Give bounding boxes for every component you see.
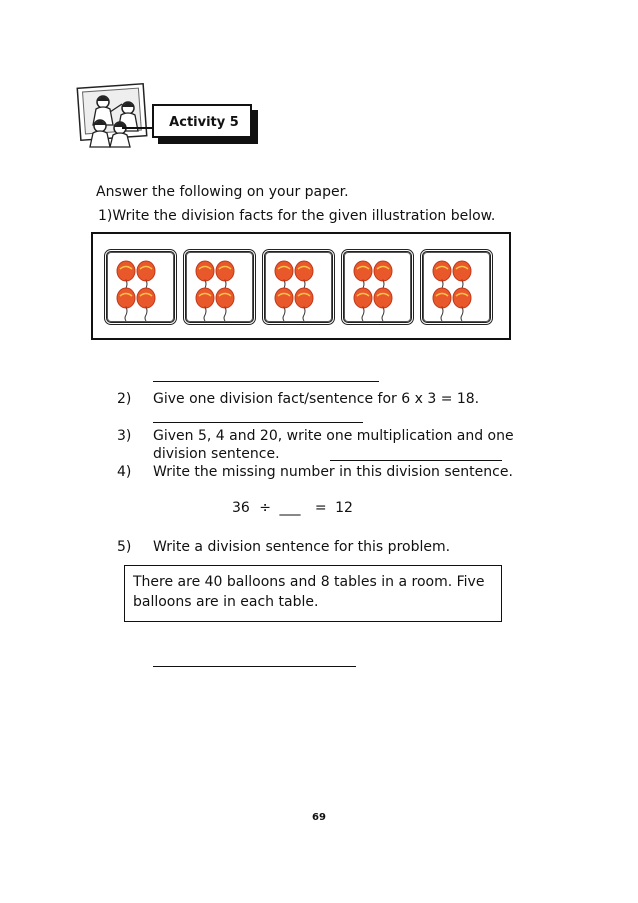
page-number: 69 <box>312 812 326 823</box>
equation-missing-blank: ___ <box>279 500 301 516</box>
question-3-number: 3) <box>117 428 132 444</box>
balloon-group <box>341 249 414 325</box>
balloon-icon <box>295 288 313 321</box>
question-4-text: Write the missing number in this division sentence. <box>153 464 513 480</box>
balloon-icon <box>216 288 234 321</box>
question-3-text-line1: Given 5, 4 and 20, write one multiplication and one <box>153 428 514 444</box>
question-4-number: 4) <box>117 464 132 480</box>
question-2-text: Give one division fact/sentence for 6 x 3 = 18. <box>153 391 480 407</box>
answer-blank-5 <box>153 666 356 667</box>
equation-dividend: 36 <box>232 500 250 516</box>
activity-label-frame <box>152 104 252 138</box>
equation-divide-sign: ÷ <box>259 500 272 516</box>
answer-blank-2 <box>153 422 363 423</box>
equation-equals-sign: = <box>314 500 327 516</box>
activity-label-box <box>152 104 258 144</box>
equation-quotient: 12 <box>335 500 353 516</box>
instructions-intro: Answer the following on your paper. <box>96 184 349 200</box>
question-3-text-line2: division sentence. <box>153 446 280 462</box>
balloon-icon <box>433 288 451 321</box>
balloon-icon <box>196 288 214 321</box>
answer-blank-1 <box>153 381 379 382</box>
answer-blank-3 <box>330 460 502 461</box>
children-reading-illustration <box>76 82 158 150</box>
balloon-groups-illustration <box>91 232 511 340</box>
balloon-group <box>420 249 493 325</box>
balloon-icon <box>453 288 471 321</box>
question-5-number: 5) <box>117 539 132 555</box>
balloon-group <box>183 249 256 325</box>
balloon-icon <box>117 288 135 321</box>
word-problem-box <box>124 565 502 622</box>
balloon-icon <box>374 288 392 321</box>
balloon-group <box>262 249 335 325</box>
balloon-icon <box>137 288 155 321</box>
question-2-number: 2) <box>117 391 132 407</box>
question-5-text: Write a division sentence for this problem. <box>153 539 451 555</box>
question-1-text: 1)Write the division facts for the given illustration below. <box>98 208 496 224</box>
balloon-icon <box>275 288 293 321</box>
word-problem-text: There are 40 balloons and 8 tables in a room. Five balloons are in each table. <box>133 574 485 610</box>
activity-title: Activity 5 <box>169 115 239 130</box>
balloon-group <box>104 249 177 325</box>
division-equation <box>232 499 353 517</box>
balloon-icon <box>354 288 372 321</box>
